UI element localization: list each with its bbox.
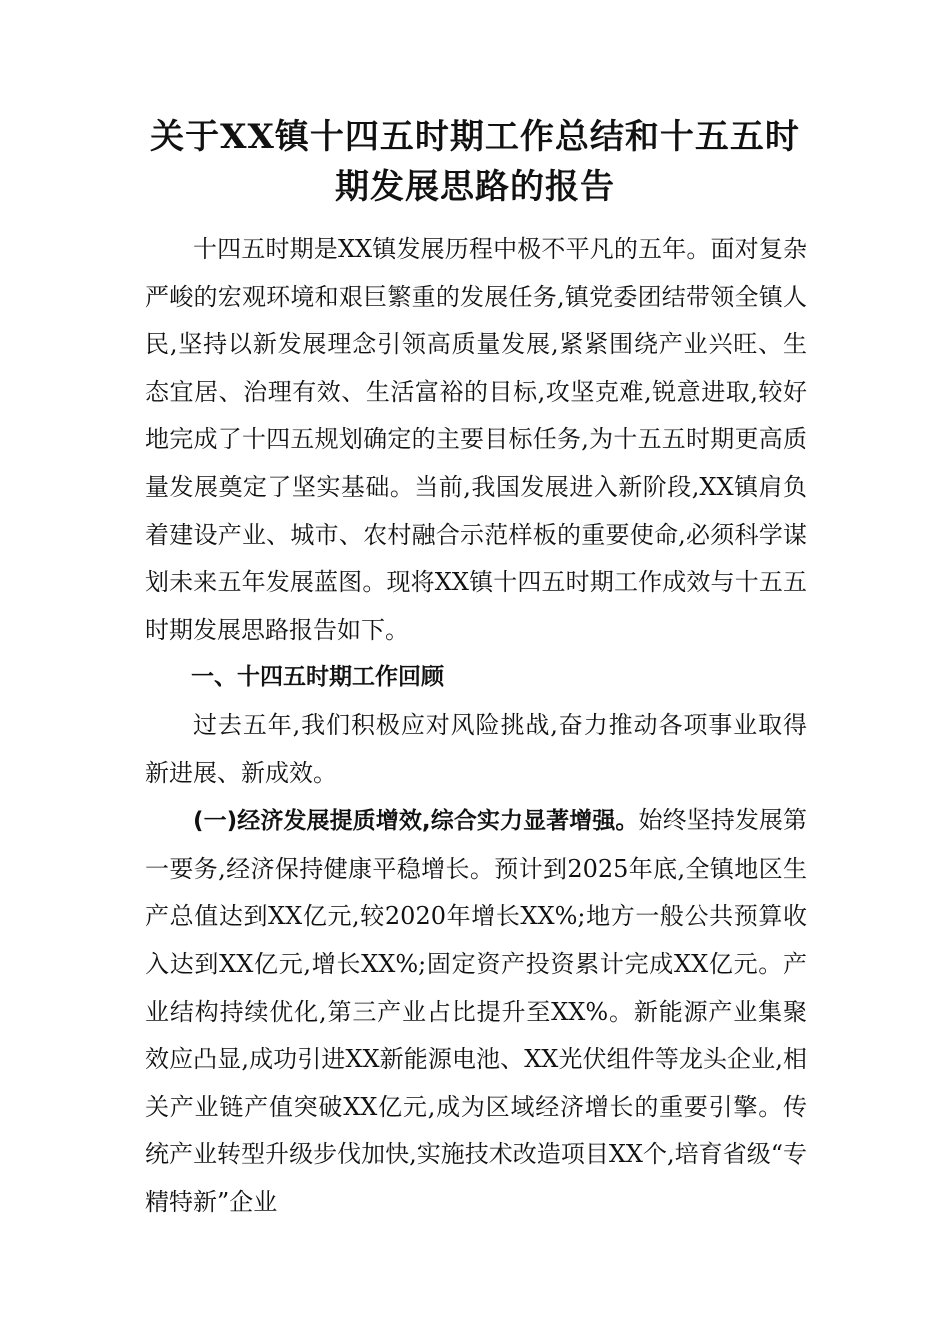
subsection-body: 始终坚持发展第一要务,经济保持健康平稳增长。预计到2025年底,全镇地区生产总值达到XX亿元,较2020年增长XX%;地方一般公共预算收入达到XX亿元,增长XX%;固定资产投资累计完成XX亿元。产业结构持续优化,第三产业占比提升至XX%。新能源产业集聚效应凸显,成功引进XX新能源电池、XX光伏组件等龙头企业,相关产业链产值突破XX亿元,成为区域经济增长的重要引擎。传统产业转型升级步伐加快,实施技术改造项目XX个,培育省级“专精特新”企业 bbox=[145, 806, 807, 1216]
title-line-2: 期发展思路的报告 bbox=[335, 167, 615, 207]
document-body bbox=[145, 226, 807, 1226]
title-line-1: 关于XX镇十四五时期工作总结和十五五时 bbox=[150, 117, 800, 157]
section-heading: 一、十四五时期工作回顾 bbox=[191, 664, 444, 691]
section-intro-paragraph: 过去五年,我们积极应对风险挑战,奋力推动各项事业取得新进展、新成效。 bbox=[145, 710, 807, 787]
subsection-paragraph bbox=[145, 797, 807, 1226]
document-title bbox=[140, 112, 810, 212]
subsection-lead: (一)经济发展提质增效,综合实力显著增强。 bbox=[193, 808, 639, 835]
intro-paragraph: 十四五时期是XX镇发展历程中极不平凡的五年。面对复杂严峻的宏观环境和艰巨繁重的发展任务,镇党委团结带领全镇人民,坚持以新发展理念引领高质量发展,紧紧围绕产业兴旺、生态宜居、治理有效、生活富裕的目标,攻坚克难,锐意进取,较好地完成了十四五规划确定的主要目标任务,为十五五时期更高质量发展奠定了坚实基础。当前,我国发展进入新阶段,XX镇肩负着建设产业、城市、农村融合示范样板的重要使命,必须科学谋划未来五年发展蓝图。现将XX镇十四五时期工作成效与十五五时期发展思路报告如下。 bbox=[145, 235, 807, 644]
